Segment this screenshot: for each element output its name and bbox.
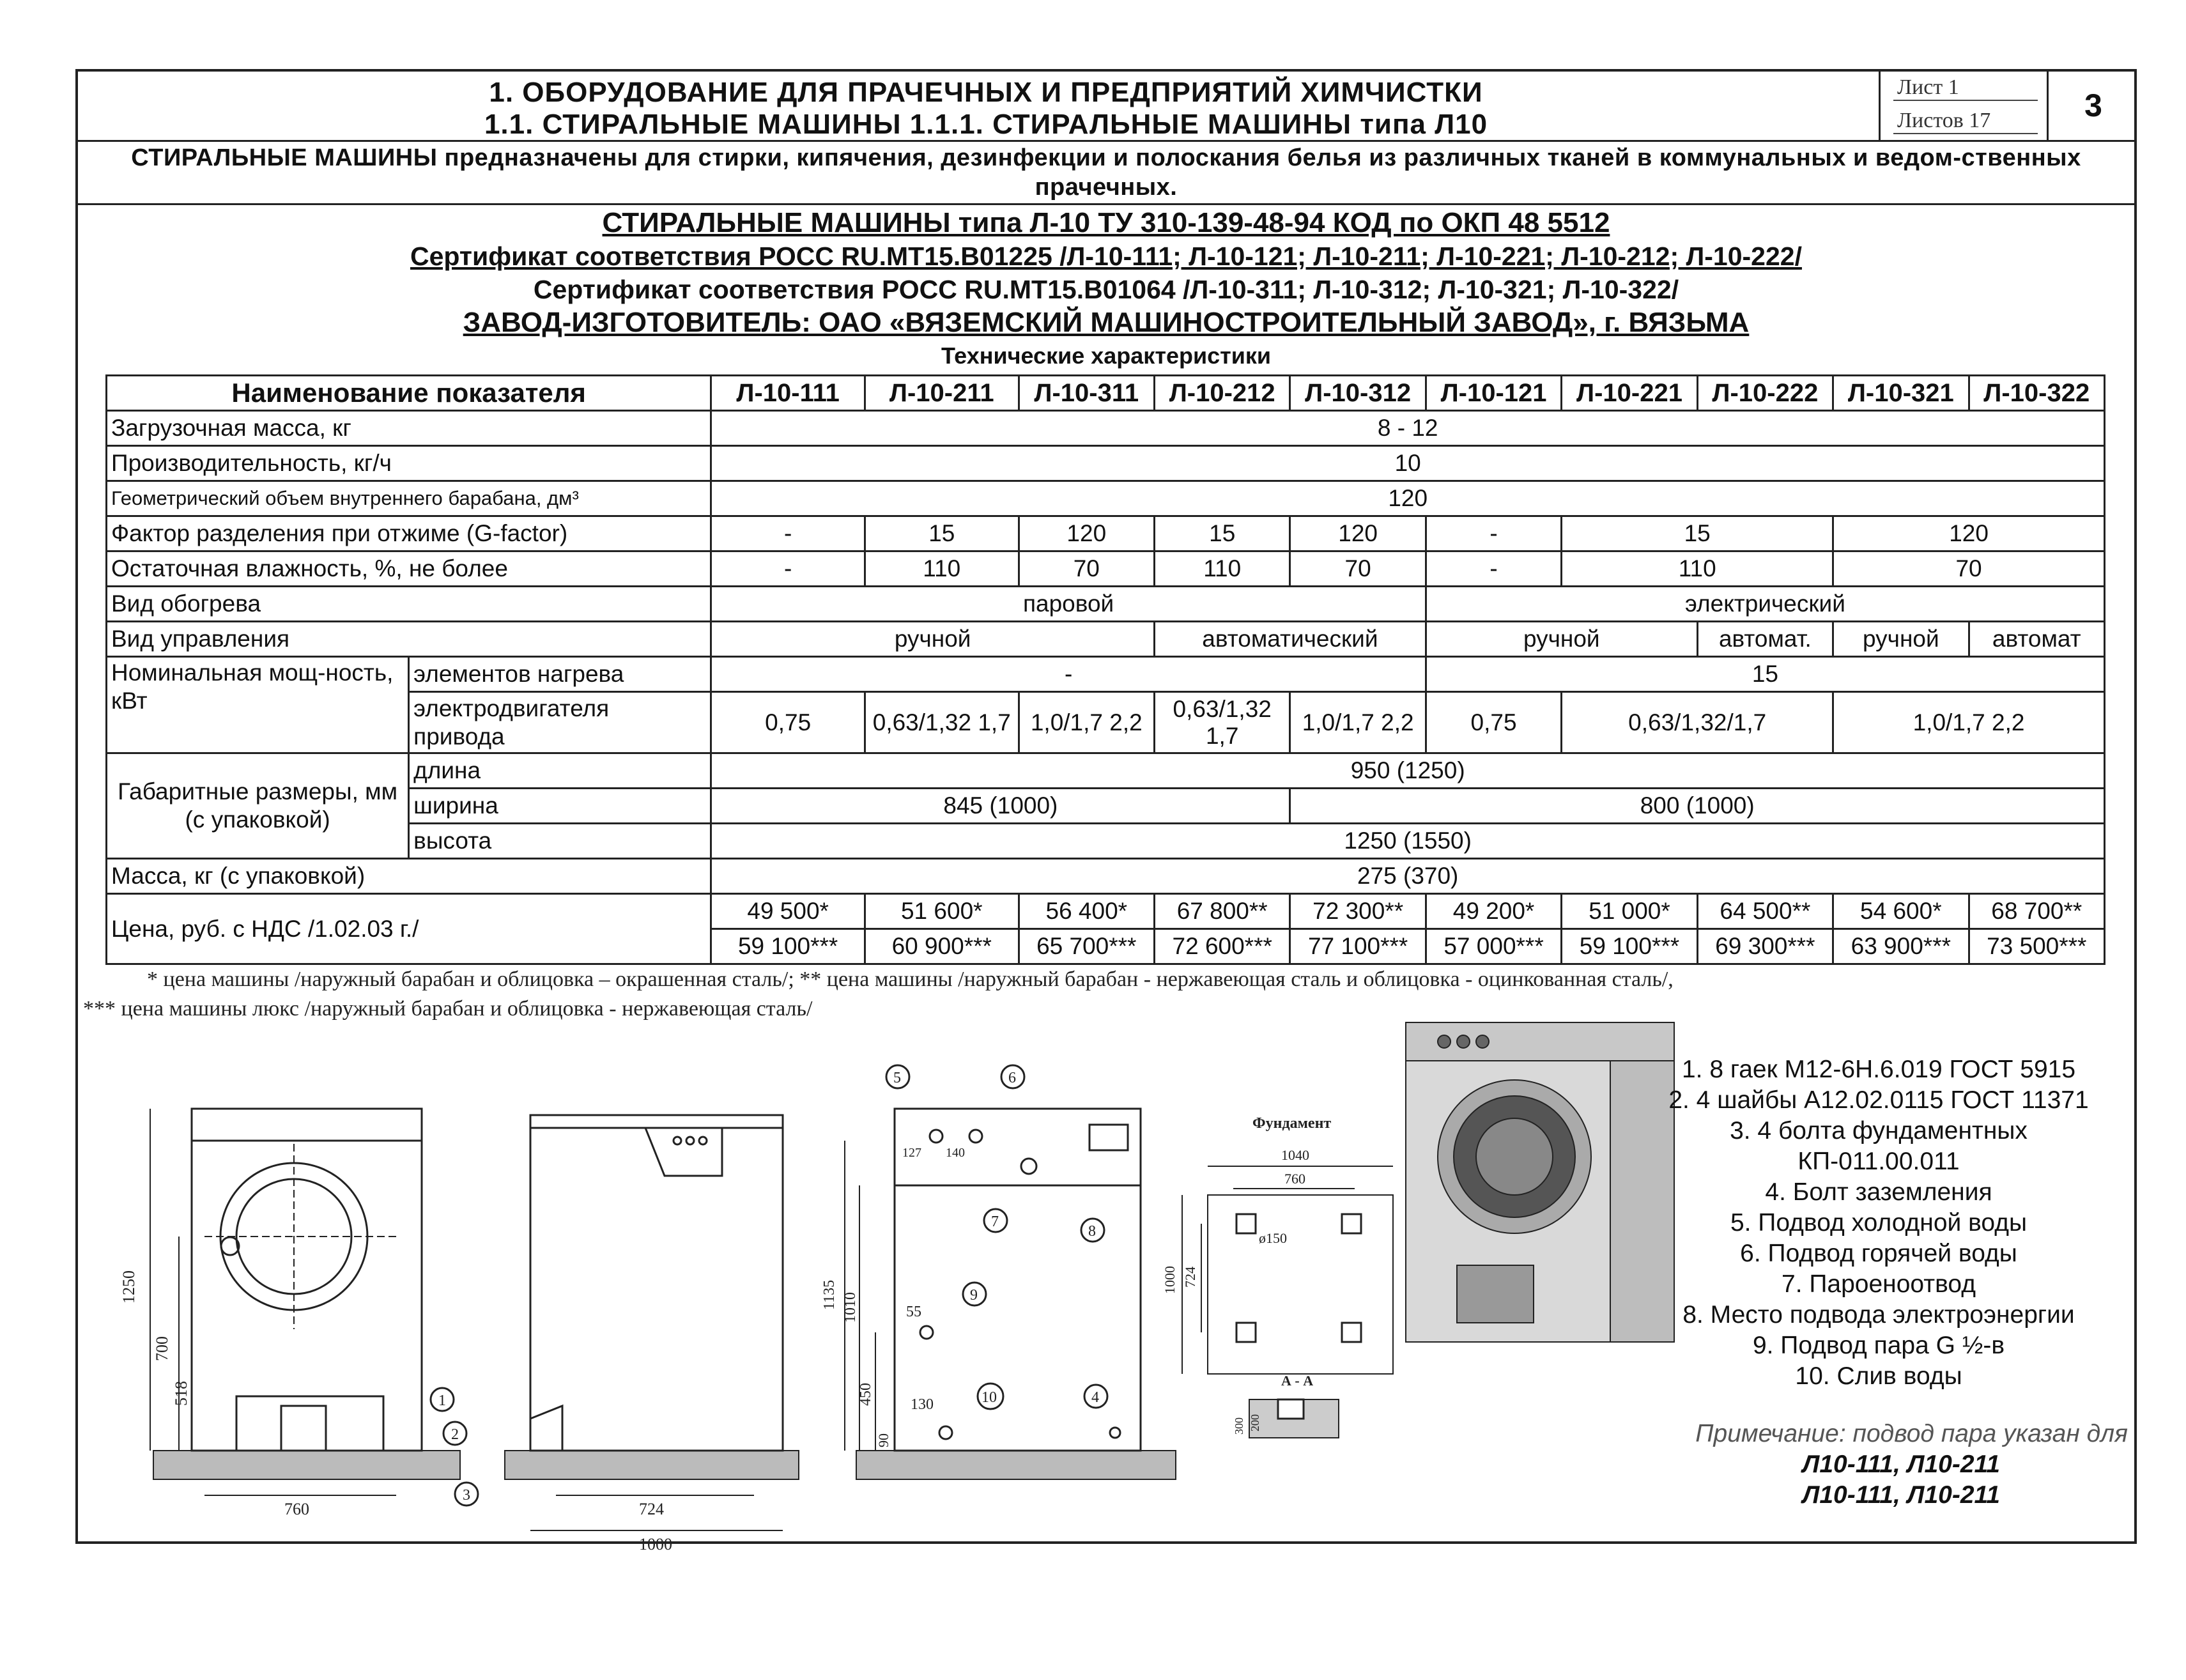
cell-value: 10 xyxy=(711,446,2105,481)
legend-item: 10. Слив воды xyxy=(1795,1362,1962,1390)
row-label: Фактор разделения при отжиме (G-factor) xyxy=(107,516,711,551)
dim-label: 724 xyxy=(639,1500,664,1518)
cell-value: 8 - 12 xyxy=(711,411,2105,446)
table-caption: Технические характеристики xyxy=(941,343,1272,369)
remark-line: Л10-111, Л10-211 xyxy=(1802,1451,2000,1478)
cell-value: 15 xyxy=(865,516,1019,551)
foundation-title: Фундамент xyxy=(1252,1115,1332,1132)
callout-1: 1 xyxy=(438,1392,446,1409)
model-header: Л-10-221 xyxy=(1562,376,1697,411)
dim-label: ø150 xyxy=(1259,1230,1287,1246)
certificate-2: Сертификат соответствия РОСС RU.МТ15.В01064 /Л-10-311; Л-10-312; Л-10-321; Л-10-322/ xyxy=(533,275,1679,304)
price-cell: 63 900*** xyxy=(1833,929,1969,964)
dim-label: 127 xyxy=(902,1146,921,1160)
dim-label: 1010 xyxy=(842,1292,859,1323)
cell-value: 275 (370) xyxy=(711,859,2105,894)
cell-value: ручной xyxy=(1833,622,1969,657)
row-label: Масса, кг (с упаковкой) xyxy=(107,859,711,894)
price-cell: 59 100*** xyxy=(1562,929,1697,964)
footnote-1: * цена машины /наружный барабан и облицовка – окрашенная сталь/; ** цена машины /наружный барабан - нержавеющая сталь и облицовка - оцинкованная сталь/, xyxy=(147,967,1674,991)
row-label: Цена, руб. с НДС /1.02.03 г./ xyxy=(107,894,711,964)
sub-label: ширина xyxy=(409,789,711,824)
cell-value: паровой xyxy=(711,587,1426,622)
cell-value: 0,63/1,32/1,7 xyxy=(1562,692,1833,753)
remark-line: Л10-111, Л10-211 xyxy=(1802,1481,2000,1509)
dim-label: 130 xyxy=(911,1396,934,1413)
callout-3: 3 xyxy=(463,1487,470,1504)
cell-value: 120 xyxy=(1290,516,1426,551)
model-header: Л-10-311 xyxy=(1019,376,1154,411)
side-view-drawing xyxy=(530,1115,783,1553)
cell-value: 0,63/1,32 1,7 xyxy=(865,692,1019,753)
dim-label: 55 xyxy=(906,1304,921,1320)
price-cell: 56 400* xyxy=(1019,894,1154,929)
dim-label: 1040 xyxy=(1281,1147,1309,1163)
col-head-name: Наименование показателя xyxy=(107,376,711,411)
cell-value: 70 xyxy=(1833,551,2105,587)
callout-10: 10 xyxy=(981,1389,997,1406)
cell-value: 1,0/1,7 2,2 xyxy=(1019,692,1154,753)
cell-value: ручной xyxy=(1426,622,1697,657)
price-cell: 49 500* xyxy=(711,894,865,929)
footnote-2: *** цена машины люкс /наружный барабан и облицовка - нержавеющая сталь/ xyxy=(83,997,813,1021)
remark xyxy=(1629,1419,2128,1511)
sheet-label: Лист 1 xyxy=(1893,75,2038,101)
dim-label: 450 xyxy=(858,1383,874,1406)
callout-6: 6 xyxy=(1008,1070,1016,1086)
cell-value: 120 xyxy=(1019,516,1154,551)
header-line-1: 1. ОБОРУДОВАНИЕ ДЛЯ ПРАЧЕЧНЫХ И ПРЕДПРИЯТИЙ ХИМЧИСТКИ xyxy=(489,77,1483,108)
cell-value: 0,75 xyxy=(1426,692,1561,753)
cell-value: 1250 (1550) xyxy=(711,824,2105,859)
price-cell: 72 300** xyxy=(1290,894,1426,929)
row-label: Геометрический объем внутреннего барабана, дм³ xyxy=(107,481,711,516)
cell-value: 0,63/1,32 1,7 xyxy=(1155,692,1290,753)
cell-value: 15 xyxy=(1562,516,1833,551)
certificate-1: Сертификат соответствия РОСС RU.МТ15.В01225 /Л-10-111; Л-10-121; Л-10-211; Л-10-221; Л-10-212; Л-10-222/ xyxy=(410,242,1802,271)
dim-label: 300 xyxy=(1233,1417,1245,1435)
ground-hatching xyxy=(153,1451,1176,1479)
cell-value: - xyxy=(1426,551,1561,587)
callout-8: 8 xyxy=(1088,1223,1096,1240)
row-label: Вид обогрева xyxy=(107,587,711,622)
legend-item: 7. Пароеноотвод xyxy=(1782,1270,1976,1298)
callout-2: 2 xyxy=(451,1426,459,1443)
dim-label: 760 xyxy=(284,1500,309,1518)
section-label: А - А xyxy=(1281,1373,1314,1389)
cell-value: автомат. xyxy=(1697,622,1833,657)
dim-label: 200 xyxy=(1249,1414,1261,1431)
cell-value: - xyxy=(1426,516,1561,551)
legend-list xyxy=(1636,1054,2121,1392)
header-line-2: 1.1. СТИРАЛЬНЫЕ МАШИНЫ 1.1.1. СТИРАЛЬНЫЕ МАШИНЫ типа Л10 xyxy=(484,109,1488,140)
dim-label: 1000 xyxy=(1162,1266,1178,1294)
price-cell: 77 100*** xyxy=(1290,929,1426,964)
main-title: СТИРАЛЬНЫЕ МАШИНЫ типа Л-10 ТУ 310-139-48-94 КОД по ОКП 48 5512 xyxy=(602,207,1610,238)
cell-value: 70 xyxy=(1290,551,1426,587)
callout-9: 9 xyxy=(970,1287,978,1304)
price-cell: 51 600* xyxy=(865,894,1019,929)
legend-item: 2. 4 шайбы А12.02.0115 ГОСТ 11371 xyxy=(1668,1086,2089,1114)
legend-item: 1. 8 гаек М12-6Н.6.019 ГОСТ 5915 xyxy=(1681,1056,2076,1083)
cell-value: ручной xyxy=(711,622,1155,657)
cell-value: автоматический xyxy=(1155,622,1426,657)
price-cell: 54 600* xyxy=(1833,894,1969,929)
dim-label: 90 xyxy=(875,1433,891,1447)
price-cell: 69 300*** xyxy=(1697,929,1833,964)
model-header: Л-10-312 xyxy=(1290,376,1426,411)
cell-value: 845 (1000) xyxy=(711,789,1290,824)
row-label: Остаточная влажность, %, не более xyxy=(107,551,711,587)
manufacturer: ЗАВОД-ИЗГОТОВИТЕЛЬ: ОАО «ВЯЗЕМСКИЙ МАШИНОСТРОИТЕЛЬНЫЙ ЗАВОД», г. ВЯЗЬМА xyxy=(463,307,1750,338)
cell-value: автомат xyxy=(1969,622,2104,657)
row-label: Вид управления xyxy=(107,622,711,657)
price-cell: 64 500** xyxy=(1697,894,1833,929)
sub-label: высота xyxy=(409,824,711,859)
dim-label: 518 xyxy=(172,1381,190,1406)
cell-value: 70 xyxy=(1019,551,1154,587)
cell-value: 800 (1000) xyxy=(1290,789,2105,824)
rear-view-drawing xyxy=(821,1065,1141,1451)
price-cell: 49 200* xyxy=(1426,894,1561,929)
model-header: Л-10-111 xyxy=(711,376,865,411)
cell-value: 15 xyxy=(1426,657,2104,692)
dim-label: 1000 xyxy=(639,1535,672,1553)
price-cell: 59 100*** xyxy=(711,929,865,964)
cell-value: 950 (1250) xyxy=(711,753,2105,789)
machine-photo xyxy=(1406,1022,1674,1342)
dim-label: 760 xyxy=(1284,1171,1305,1187)
cell-value: 15 xyxy=(1155,516,1290,551)
legend-item: 8. Место подвода электроэнергии xyxy=(1682,1301,2075,1329)
model-header: Л-10-212 xyxy=(1155,376,1290,411)
cell-value: - xyxy=(711,516,865,551)
price-cell: 67 800** xyxy=(1155,894,1290,929)
model-header: Л-10-222 xyxy=(1697,376,1833,411)
sub-label: электродвигателя привода xyxy=(409,692,711,753)
cell-value: - xyxy=(711,657,1426,692)
legend-item: 4. Болт заземления xyxy=(1765,1178,1992,1206)
legend-item: 9. Подвод пара G ½-в xyxy=(1752,1332,2005,1359)
cell-value: 110 xyxy=(1562,551,1833,587)
remark-line: Примечание: подвод пара указан для xyxy=(1695,1420,2128,1447)
row-label: Производительность, кг/ч xyxy=(107,446,711,481)
model-header: Л-10-211 xyxy=(865,376,1019,411)
legend-item: 6. Подвод горячей воды xyxy=(1740,1240,2017,1267)
page-number: 3 xyxy=(2047,69,2138,142)
cell-value: 1,0/1,7 2,2 xyxy=(1290,692,1426,753)
price-cell: 65 700*** xyxy=(1019,929,1154,964)
dim-label: 1250 xyxy=(119,1270,138,1304)
cell-value: электрический xyxy=(1426,587,2104,622)
model-header: Л-10-121 xyxy=(1426,376,1561,411)
sub-label: длина xyxy=(409,753,711,789)
cell-value: 120 xyxy=(1833,516,2105,551)
callout-7: 7 xyxy=(991,1214,999,1230)
price-cell: 51 000* xyxy=(1562,894,1697,929)
cell-value: - xyxy=(711,551,865,587)
dim-label: 724 xyxy=(1182,1267,1198,1288)
legend-item: КП-011.00.011 xyxy=(1797,1148,1960,1175)
legend-item: 5. Подвод холодной воды xyxy=(1730,1209,2028,1237)
foundation-drawing xyxy=(1162,1115,1393,1438)
model-header: Л-10-321 xyxy=(1833,376,1969,411)
cell-value: 120 xyxy=(711,481,2105,516)
sheets-label: Листов 17 xyxy=(1893,109,2038,134)
cell-value: 110 xyxy=(1155,551,1290,587)
cell-value: 1,0/1,7 2,2 xyxy=(1833,692,2105,753)
cell-value: 0,75 xyxy=(711,692,865,753)
row-label: Загрузочная масса, кг xyxy=(107,411,711,446)
sub-label: элементов нагрева xyxy=(409,657,711,692)
purpose-text: СТИРАЛЬНЫЕ МАШИНЫ предназначены для стирки, кипячения, дезинфекции и полоскания белья из различных тканей в коммунальных и ведом-ственных прачечных. xyxy=(131,144,2081,201)
model-header: Л-10-322 xyxy=(1969,376,2104,411)
dim-label: 1135 xyxy=(821,1279,838,1310)
price-cell: 72 600*** xyxy=(1155,929,1290,964)
callout-4: 4 xyxy=(1091,1389,1099,1406)
dim-label: 140 xyxy=(946,1146,965,1160)
dim-label: 700 xyxy=(153,1336,171,1361)
price-cell: 57 000*** xyxy=(1426,929,1561,964)
row-label: Номинальная мощ-ность, кВт xyxy=(107,657,409,753)
row-label: Габаритные размеры, мм (с упаковкой) xyxy=(107,753,409,859)
price-cell: 60 900*** xyxy=(865,929,1019,964)
callout-5: 5 xyxy=(893,1070,901,1086)
price-cell: 73 500*** xyxy=(1969,929,2104,964)
price-cell: 68 700** xyxy=(1969,894,2104,929)
cell-value: 110 xyxy=(865,551,1019,587)
legend-item: 3. 4 болта фундаментных xyxy=(1730,1117,2028,1144)
